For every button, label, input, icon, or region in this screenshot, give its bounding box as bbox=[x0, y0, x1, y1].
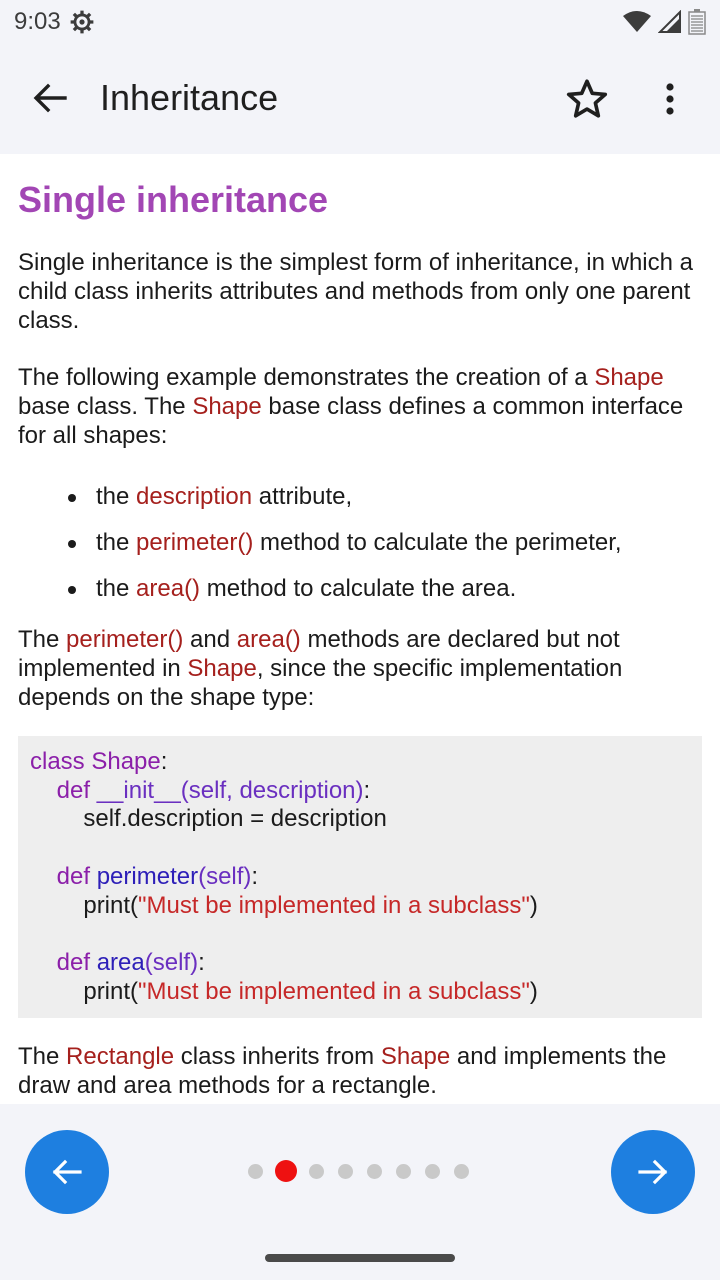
status-bar bbox=[0, 0, 720, 44]
battery-icon bbox=[688, 9, 706, 35]
wifi-icon bbox=[622, 10, 652, 34]
star-outline-icon bbox=[565, 78, 609, 120]
back-button[interactable] bbox=[26, 74, 74, 122]
methods-paragraph: The perimeter() and area() methods are declared but not implemented in Shape, since the specific implementation depends on the shape type: bbox=[18, 626, 623, 711]
list-item: the perimeter() method to calculate the perimeter, bbox=[66, 528, 702, 557]
page-dot[interactable] bbox=[396, 1164, 411, 1179]
example-paragraph: The following example demonstrates the creation of a Shape base class. The Shape base class defines a common interface for all shapes: bbox=[18, 364, 684, 449]
page-dot[interactable] bbox=[367, 1164, 382, 1179]
section-title: Single inheritance bbox=[18, 179, 329, 220]
status-icons bbox=[622, 9, 706, 35]
page-title: Inheritance bbox=[100, 77, 279, 118]
intro-paragraph: Single inheritance is the simplest form of inheritance, in which a child class inherits attributes and methods from only one parent class. bbox=[18, 249, 693, 334]
interface-list bbox=[18, 482, 702, 603]
page-dot[interactable] bbox=[338, 1164, 353, 1179]
home-indicator[interactable] bbox=[265, 1254, 455, 1262]
page-dot-active[interactable] bbox=[275, 1160, 297, 1182]
arrow-left-icon bbox=[50, 1157, 84, 1187]
bottom-navigation bbox=[0, 1104, 720, 1280]
article-content[interactable] bbox=[0, 154, 720, 1104]
rectangle-paragraph: The Rectangle class inherits from Shape and implements the draw and area methods for a rectangle. bbox=[18, 1043, 667, 1099]
page-indicator bbox=[248, 1160, 483, 1182]
more-options-button[interactable] bbox=[652, 74, 688, 124]
list-item: the description attribute, bbox=[66, 482, 702, 511]
gear-icon bbox=[69, 9, 95, 35]
keyword-shape: Shape bbox=[192, 393, 262, 420]
page-dot[interactable] bbox=[309, 1164, 324, 1179]
status-time: 9:03 bbox=[14, 8, 61, 35]
favorite-button[interactable] bbox=[562, 74, 612, 124]
page-dot[interactable] bbox=[454, 1164, 469, 1179]
page-dot[interactable] bbox=[425, 1164, 440, 1179]
signal-icon bbox=[658, 10, 682, 34]
back-arrow-icon bbox=[33, 83, 67, 113]
next-page-button[interactable] bbox=[611, 1130, 695, 1214]
code-block[interactable]: class Shape: def __init__(self, description): self.description = description def perimeter(self): print("Must be implemented in a subclass") def area(self): print("Must be implemented in a subclass") bbox=[18, 736, 702, 1018]
more-vert-icon bbox=[665, 83, 675, 115]
page-dot[interactable] bbox=[248, 1164, 263, 1179]
previous-page-button[interactable] bbox=[25, 1130, 109, 1214]
keyword-shape: Shape bbox=[594, 364, 664, 391]
list-item: the area() method to calculate the area. bbox=[66, 574, 702, 603]
app-bar bbox=[0, 44, 720, 154]
arrow-right-icon bbox=[636, 1157, 670, 1187]
